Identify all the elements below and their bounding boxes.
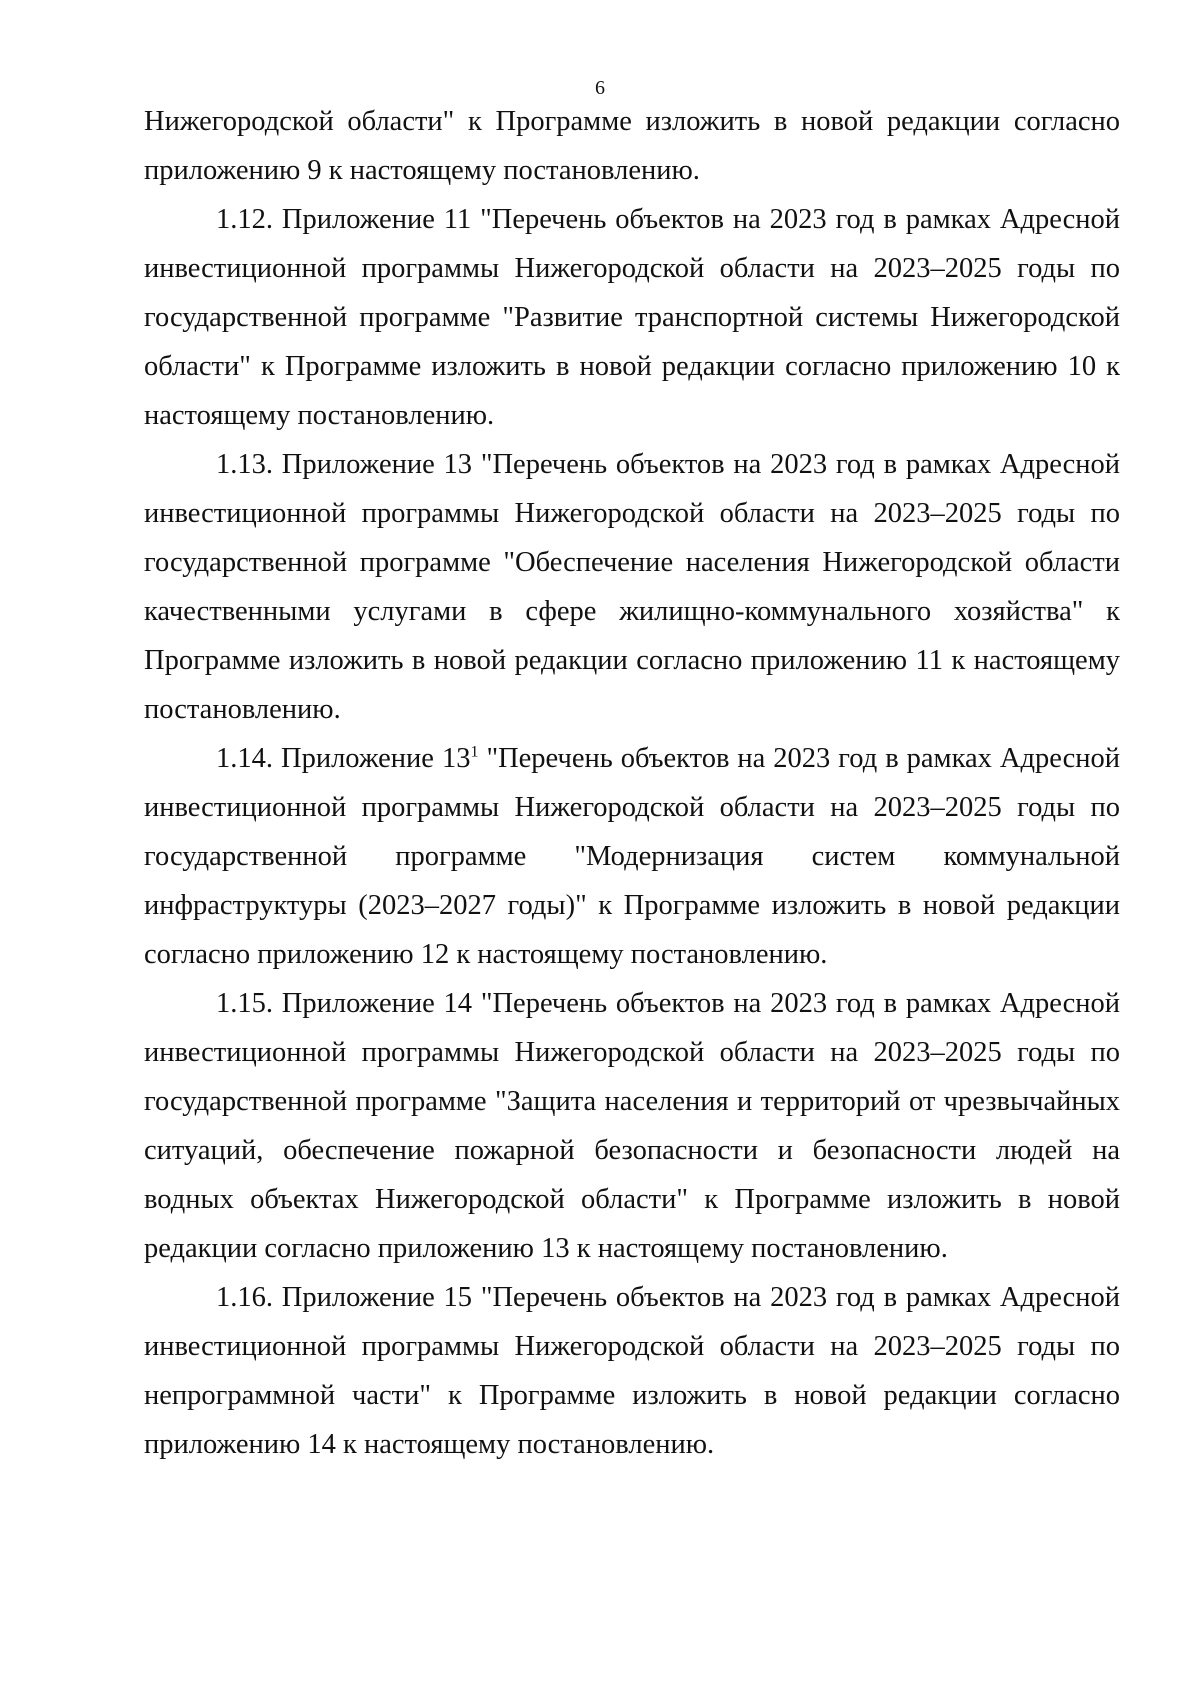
paragraph-continuation: Нижегородской области" к Программе изложить в новой редакции согласно приложению 9 к настоящему постановлению. — [144, 106, 1120, 186]
paragraph-1-15: 1.15. Приложение 14 "Перечень объектов на 2023 год в рамках Адресной инвестиционной программы Нижегородской области на 2023–2025 годы по государственной программе "Защита населения и территорий от чрезвычайных ситуаций, обеспечение пожарной безопасности и безопасности людей на водных объектах Нижегородской области" к Программе изложить в новой редакции согласно приложению 13 к настоящему постановлению. — [144, 988, 1120, 1264]
document-body — [144, 97, 1120, 1469]
paragraph-1-12: 1.12. Приложение 11 "Перечень объектов на 2023 год в рамках Адресной инвестиционной программы Нижегородской области на 2023–2025 годы по государственной программе "Развитие транспортной системы Нижегородской области" к Программе изложить в новой редакции согласно приложению 10 к настоящему постановлению. — [144, 204, 1120, 431]
paragraph-1-16: 1.16. Приложение 15 "Перечень объектов на 2023 год в рамках Адресной инвестиционной программы Нижегородской области на 2023–2025 годы по непрограммной части" к Программе изложить в новой редакции согласно приложению 14 к настоящему постановлению. — [144, 1282, 1120, 1460]
paragraph-1-14-rest: "Перечень объектов на 2023 год в рамках Адресной инвестиционной программы Нижегородской области на 2023–2025 годы по государственной программе "Модернизация систем коммунальной инфраструктуры (2023–2027 годы)" к Программе изложить в новой редакции согласно приложению 12 к настоящему постановлению. — [144, 743, 1120, 970]
paragraph-1-14 — [144, 734, 1120, 979]
page-number: 6 — [595, 77, 605, 99]
paragraph-1-13: 1.13. Приложение 13 "Перечень объектов на 2023 год в рамках Адресной инвестиционной программы Нижегородской области на 2023–2025 годы по государственной программе "Обеспечение населения Нижегородской области качественными услугами в сфере жилищно-коммунального хозяйства" к Программе изложить в новой редакции согласно приложению 11 к настоящему постановлению. — [144, 449, 1120, 725]
paragraph-1-14-lead: 1.14. Приложение 13 — [216, 743, 471, 774]
superscript-index: 1 — [470, 743, 479, 761]
